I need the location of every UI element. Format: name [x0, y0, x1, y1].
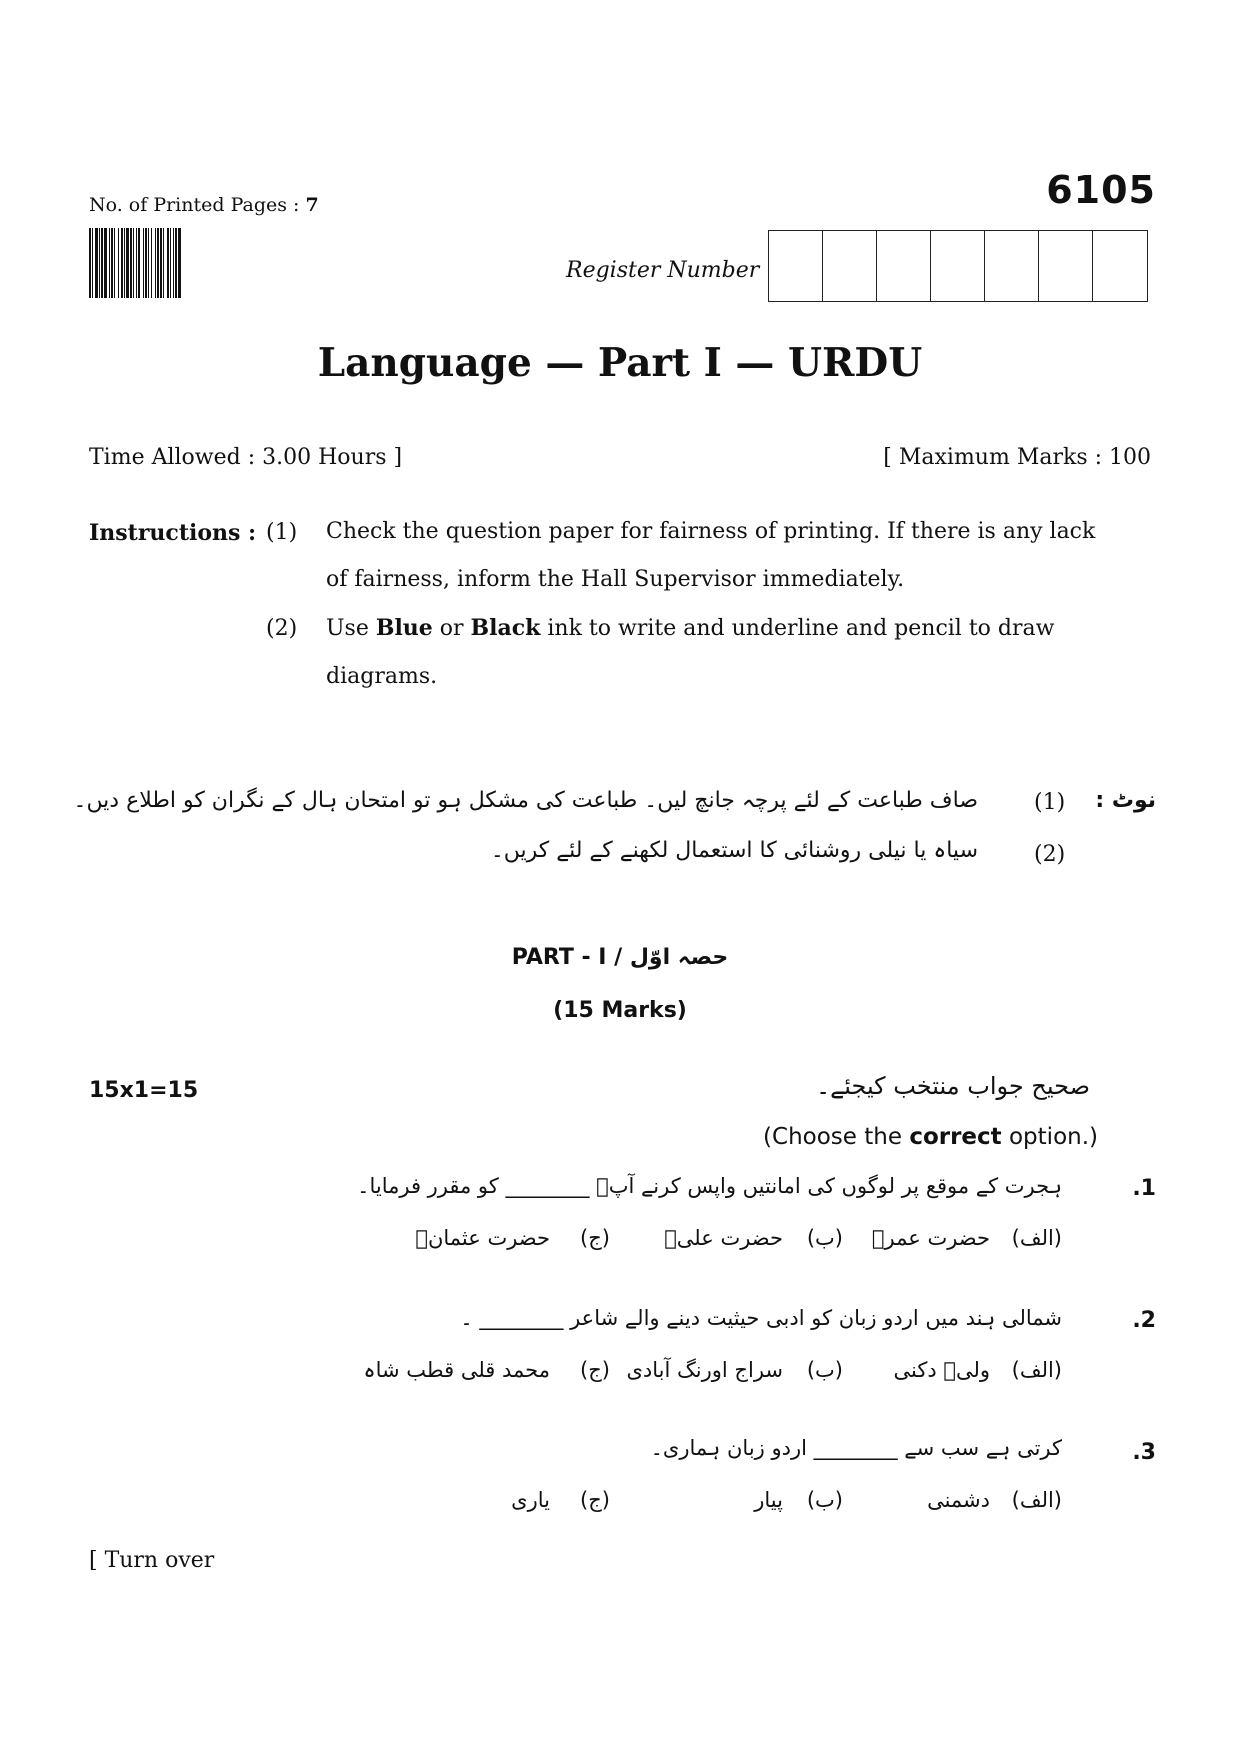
choose-en-bold: correct	[909, 1124, 1002, 1150]
choose-en-pre: (Choose the	[763, 1124, 910, 1150]
page-title: Language — Part I — URDU	[317, 340, 923, 386]
barcode-bar	[104, 228, 107, 298]
option-text: حضرت عمرؓ	[871, 1226, 990, 1250]
question-number: .3	[1132, 1440, 1156, 1465]
barcode-bar	[163, 228, 164, 298]
barcode-bar	[126, 228, 129, 298]
option-label: (ج)	[580, 1488, 610, 1512]
barcode-bar	[151, 228, 152, 298]
maximum-marks: [ Maximum Marks : 100	[883, 445, 1151, 470]
barcode-bar	[99, 228, 100, 298]
barcode-bar	[175, 228, 177, 298]
paper-code: 6105	[1046, 168, 1156, 212]
barcode-bar	[173, 228, 174, 298]
instruction-1-line1: Check the question paper for fairness of printing. If there is any lack	[326, 519, 1096, 544]
time-allowed: Time Allowed : 3.00 Hours ]	[89, 445, 403, 470]
barcode-bar	[170, 228, 171, 298]
urdu-note-number: (2)	[1034, 842, 1066, 867]
barcode-bar	[143, 228, 144, 298]
option-label: (ب)	[806, 1488, 843, 1512]
question-text: کرتی ہے سب سے ________ اردو زبان ہماری۔	[650, 1436, 1062, 1460]
question-text: ہجرت کے موقع پر لوگوں کی امانتیں واپس کرنے آپؐ ________ کو مقرر فرمایا۔	[357, 1174, 1062, 1198]
option-label: (ب)	[806, 1358, 843, 1382]
option-text: حضرت عثمانؓ	[415, 1226, 550, 1250]
barcode-bar	[89, 228, 91, 298]
barcode-bar	[167, 228, 169, 298]
barcode-bar	[136, 228, 137, 298]
urdu-note-number: (1)	[1034, 790, 1066, 815]
choose-instruction-english	[763, 1124, 1098, 1150]
register-number-label: Register Number	[566, 258, 760, 283]
option-label: (الف)	[1011, 1226, 1062, 1250]
barcode-bar	[101, 228, 103, 298]
barcode-bar	[178, 228, 181, 298]
instruction-2-black: Black	[470, 615, 541, 641]
instruction-2-pre: Use	[326, 616, 376, 641]
register-digit-box[interactable]	[1039, 231, 1093, 301]
question-text: شمالی ہند میں اردو زبان کو ادبی حیثیت دینے والے شاعر ________ ۔	[460, 1306, 1062, 1330]
part-heading: PART - I / حصہ اوّل	[511, 945, 729, 970]
barcode-bar	[138, 228, 140, 298]
barcode-bar	[160, 228, 162, 298]
barcode-bar	[95, 228, 98, 298]
option-text: ولیؔ دکنی	[893, 1358, 990, 1382]
instruction-2-mid: or	[432, 616, 471, 641]
barcode-bar	[92, 228, 93, 298]
register-digit-box[interactable]	[1093, 231, 1147, 301]
turn-over: [ Turn over	[89, 1548, 215, 1573]
barcode-bar	[157, 228, 159, 298]
question-number: .2	[1132, 1308, 1156, 1333]
part-marks: (15 Marks)	[553, 998, 687, 1023]
barcode-bar	[109, 228, 110, 298]
barcode-bar	[130, 228, 132, 298]
option-label: (ب)	[806, 1226, 843, 1250]
printed-pages-label: No. of Printed Pages :	[89, 194, 306, 216]
barcode	[89, 228, 297, 298]
option-text: حضرت علیؓ	[664, 1226, 783, 1250]
question-number: .1	[1132, 1176, 1156, 1201]
instruction-2	[326, 604, 1146, 701]
barcode-bar	[155, 228, 156, 298]
barcode-bar	[148, 228, 149, 298]
instruction-2-post: ink to write and underline and pencil to draw	[540, 616, 1055, 641]
option-text: سراج اورنگ آبادی	[626, 1358, 783, 1382]
barcode-bar	[111, 228, 113, 298]
option-label: (ج)	[580, 1226, 610, 1250]
barcode-bar	[114, 228, 115, 298]
choose-instruction-urdu: صحیح جواب منتخب کیجئے۔	[816, 1072, 1090, 1100]
option-label: (الف)	[1011, 1488, 1062, 1512]
printed-pages	[89, 194, 319, 216]
urdu-note-2: سیاہ یا نیلی روشنائی کا استعمال لکھنے کے لئے کریں۔	[490, 838, 978, 863]
barcode-bar	[121, 228, 123, 298]
urdu-note-label: نوٹ :	[1095, 788, 1156, 813]
register-number-boxes[interactable]	[768, 230, 1148, 302]
option-text: دشمنی	[927, 1488, 990, 1512]
instruction-1-line2: of fairness, inform the Hall Supervisor immediately.	[326, 567, 905, 592]
option-text: پیار	[754, 1488, 783, 1512]
barcode-bar	[124, 228, 125, 298]
option-label: (ج)	[580, 1358, 610, 1382]
register-digit-box[interactable]	[877, 231, 931, 301]
instruction-2-line2: diagrams.	[326, 664, 438, 689]
instruction-number: (2)	[266, 616, 298, 641]
register-digit-box[interactable]	[931, 231, 985, 301]
instruction-1	[326, 508, 1146, 604]
option-text: یاری	[511, 1488, 550, 1512]
instruction-2-blue: Blue	[375, 615, 433, 641]
instruction-2-line1	[326, 604, 1146, 653]
register-digit-box[interactable]	[985, 231, 1039, 301]
marks-calculation: 15x1=15	[89, 1078, 199, 1103]
instructions-label: Instructions :	[89, 520, 257, 546]
instruction-number: (1)	[266, 520, 298, 545]
option-text: محمد قلی قطب شاہ	[363, 1358, 550, 1382]
urdu-note-1: صاف طباعت کے لئے پرچہ جانچ لیں۔ طباعت کی مشکل ہو تو امتحان ہال کے نگران کو اطلاع دیں۔	[73, 788, 978, 813]
register-digit-box[interactable]	[769, 231, 823, 301]
choose-en-post: option.)	[1001, 1124, 1098, 1150]
option-label: (الف)	[1011, 1358, 1062, 1382]
barcode-bar	[145, 228, 147, 298]
register-digit-box[interactable]	[823, 231, 877, 301]
barcode-bar	[133, 228, 134, 298]
barcode-bar	[118, 228, 119, 298]
printed-pages-value: 7	[305, 194, 319, 216]
